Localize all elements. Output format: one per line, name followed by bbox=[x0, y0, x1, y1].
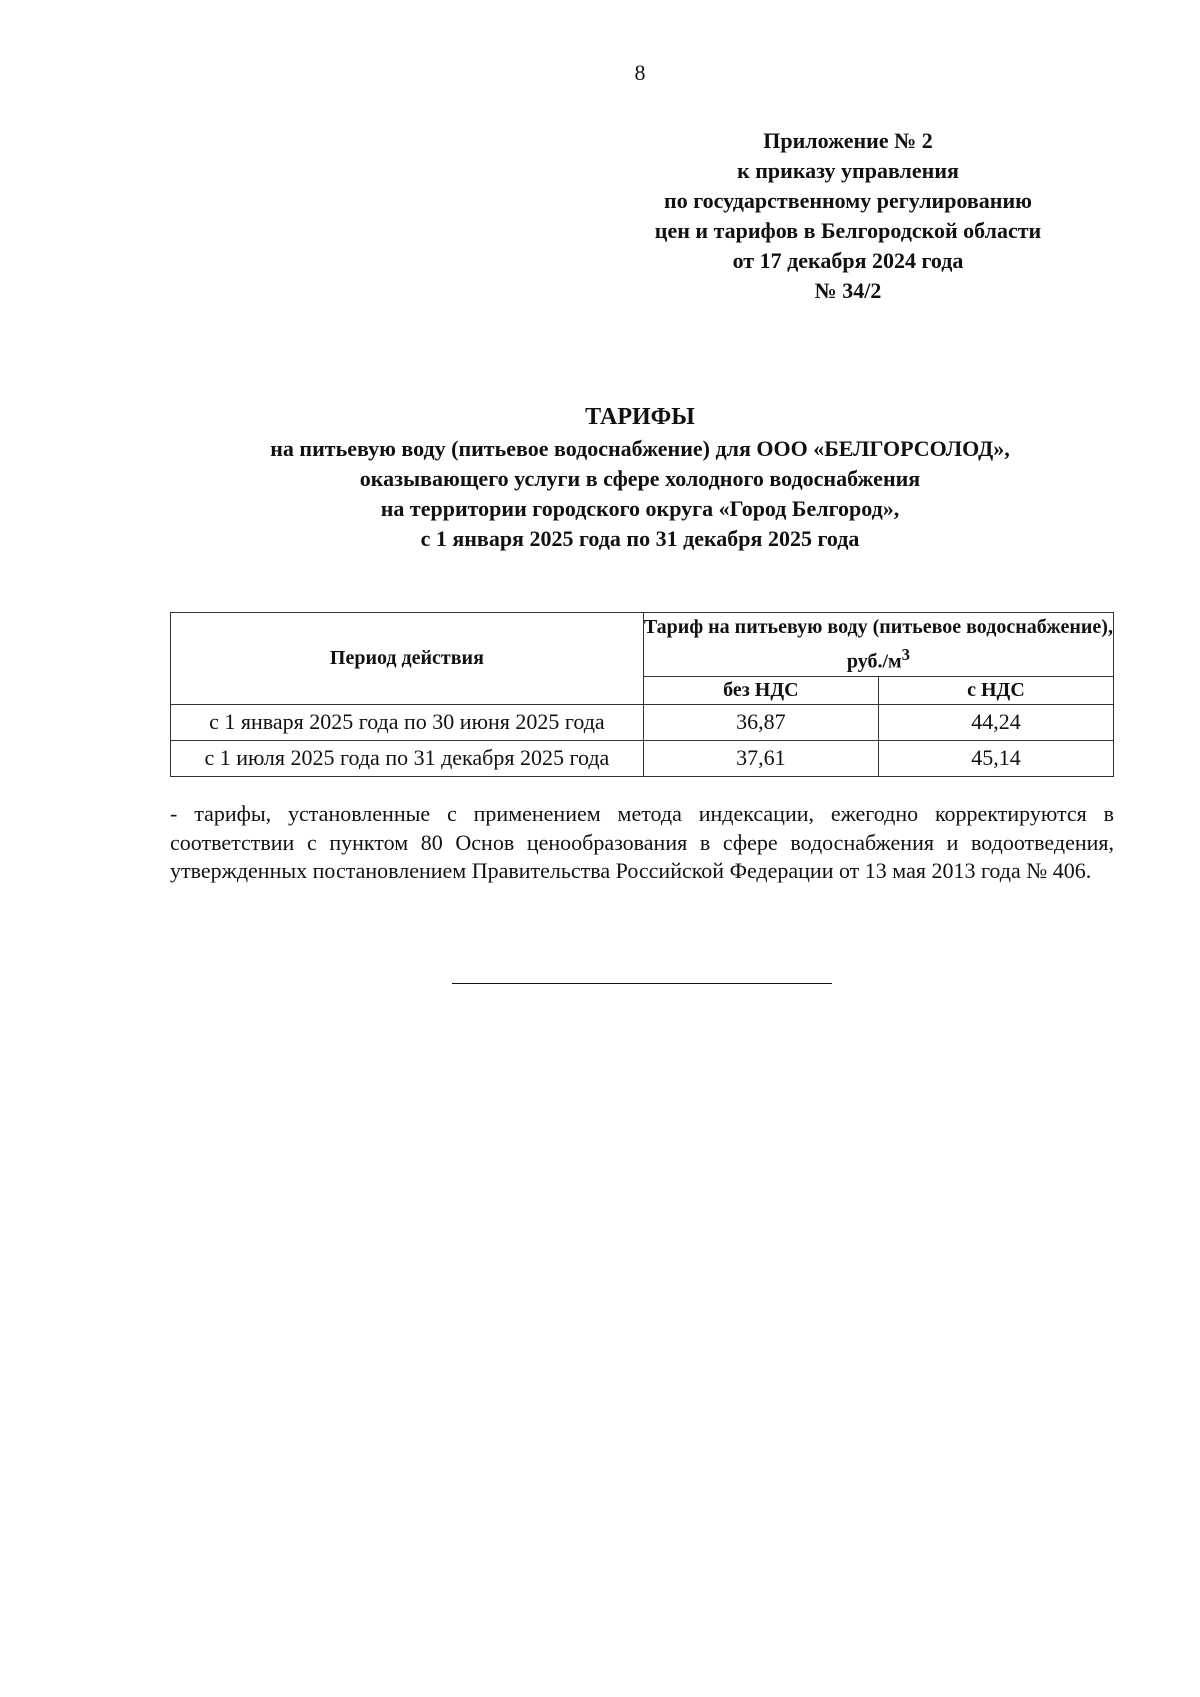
table-row bbox=[171, 704, 1114, 740]
cell-with-vat: 45,14 bbox=[878, 740, 1113, 776]
footnote-paragraph: - тарифы, установленные с применением метода индексации, ежегодно корректируются в соответствии с пунктом 80 Основ ценообразования в сфере водоснабжения и водоотведения, утвержденных постановлением Правительства Российской Федерации от 13 мая 2013 года № 406. bbox=[170, 801, 1114, 883]
header-tariff bbox=[643, 613, 1113, 677]
cell-without-vat: 37,61 bbox=[643, 740, 878, 776]
cell-period: с 1 января 2025 года по 30 июня 2025 года bbox=[171, 704, 644, 740]
table-row bbox=[171, 740, 1114, 776]
title-line: на питьевую воду (питьевое водоснабжение) для ООО «БЕЛГОРСОЛОД», bbox=[270, 436, 1010, 461]
header-without-vat: без НДС bbox=[643, 676, 878, 704]
header-tariff-sup: 3 bbox=[901, 645, 910, 664]
header-period: Период действия bbox=[171, 613, 644, 705]
appendix-line: от 17 декабря 2024 года bbox=[732, 248, 964, 273]
appendix-line: цен и тарифов в Белгородской области bbox=[654, 218, 1042, 243]
document-title bbox=[100, 400, 1180, 554]
appendix-line: к приказу управления bbox=[737, 158, 959, 183]
appendix-line: по государственному регулированию bbox=[664, 188, 1032, 213]
page-number: 8 bbox=[634, 60, 646, 85]
cell-with-vat: 44,24 bbox=[878, 704, 1113, 740]
appendix-line: Приложение № 2 bbox=[763, 128, 933, 153]
title-main: ТАРИФЫ bbox=[585, 404, 695, 430]
appendix-line: № 34/2 bbox=[814, 278, 882, 303]
header-tariff-text: Тариф на питьевую воду (питьевое водоснабжение), руб./м bbox=[643, 616, 1113, 673]
title-line: на территории городского округа «Город Белгород», bbox=[380, 496, 900, 521]
cell-without-vat: 36,87 bbox=[643, 704, 878, 740]
appendix-header bbox=[598, 126, 1098, 306]
cell-period: с 1 июля 2025 года по 31 декабря 2025 года bbox=[171, 740, 644, 776]
closing-divider bbox=[452, 983, 832, 984]
title-line: оказывающего услуги в сфере холодного водоснабжения bbox=[359, 466, 921, 491]
tariff-table bbox=[170, 612, 1114, 777]
title-line: с 1 января 2025 года по 31 декабря 2025 года bbox=[420, 526, 860, 551]
header-with-vat: с НДС bbox=[878, 676, 1113, 704]
